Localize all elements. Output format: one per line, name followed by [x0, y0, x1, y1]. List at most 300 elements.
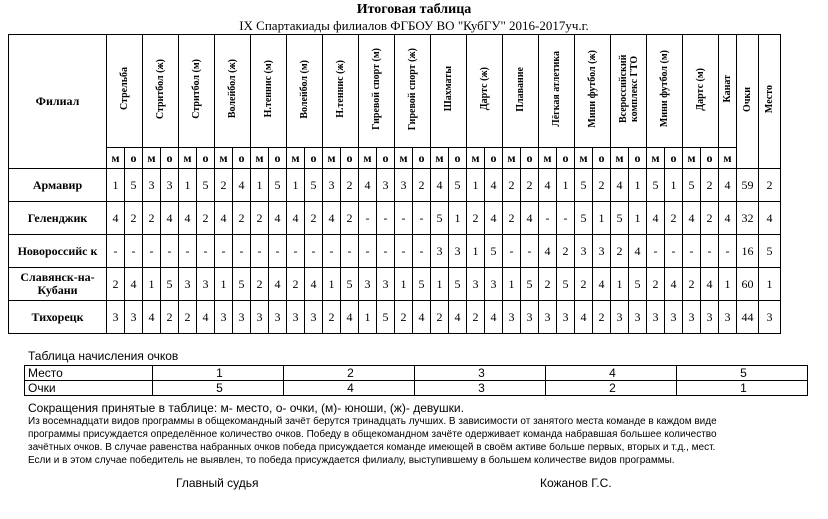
- sport-header: [467, 35, 503, 148]
- score-cell: 4: [341, 301, 359, 334]
- sport-header: [575, 35, 611, 148]
- score-cell: 4: [539, 235, 557, 268]
- total-points-cell: 59: [737, 169, 759, 202]
- score-cell: 2: [341, 202, 359, 235]
- place-subheader: м: [467, 148, 485, 169]
- sport-name: Стритбол (ж): [155, 58, 166, 120]
- points-table: [24, 365, 808, 396]
- sport-name: Шахматы: [443, 66, 454, 112]
- points-subheader: о: [233, 148, 251, 169]
- score-cell: 3: [233, 301, 251, 334]
- score-cell: 5: [413, 268, 431, 301]
- score-cell: 3: [575, 235, 593, 268]
- place-subheader: м: [143, 148, 161, 169]
- place-subheader: м: [359, 148, 377, 169]
- score-cell: -: [377, 202, 395, 235]
- points-subheader: о: [269, 148, 287, 169]
- sport-name: Мини футбол (ж): [587, 50, 598, 128]
- page-title: Итоговая таблица: [356, 2, 472, 17]
- score-cell: 4: [611, 169, 629, 202]
- score-cell: 1: [467, 169, 485, 202]
- place-header-label: Место: [764, 85, 775, 114]
- place-subheader: м: [251, 148, 269, 169]
- place-subheader: м: [719, 148, 737, 169]
- points-subheader: о: [197, 148, 215, 169]
- sport-name: Гиревой спорт (м): [371, 48, 382, 130]
- score-cell: 3: [485, 268, 503, 301]
- score-cell: -: [413, 235, 431, 268]
- score-cell: 2: [665, 202, 683, 235]
- score-cell: 1: [467, 235, 485, 268]
- score-cell: 4: [593, 268, 611, 301]
- sport-name: Канат: [722, 75, 733, 103]
- score-cell: 3: [467, 268, 485, 301]
- sport-header: [611, 35, 647, 148]
- abbreviations-note: Сокращения принятые в таблице: м- место, о- очки, (м)- юноши, (ж)- девушки.: [28, 401, 464, 415]
- score-cell: 1: [629, 202, 647, 235]
- place-value: 3: [415, 366, 546, 381]
- score-cell: 3: [305, 301, 323, 334]
- points-subheader: о: [377, 148, 395, 169]
- score-cell: -: [521, 235, 539, 268]
- score-cell: 3: [269, 301, 287, 334]
- score-cell: -: [503, 235, 521, 268]
- score-cell: 1: [287, 169, 305, 202]
- final-place-cell: 1: [759, 268, 781, 301]
- sport-header: [251, 35, 287, 148]
- score-cell: 1: [251, 169, 269, 202]
- score-cell: 5: [485, 235, 503, 268]
- score-cell: 5: [629, 268, 647, 301]
- table-row: [9, 202, 781, 235]
- score-cell: 4: [413, 301, 431, 334]
- score-cell: 4: [521, 202, 539, 235]
- score-cell: 2: [467, 301, 485, 334]
- points-subheader: о: [593, 148, 611, 169]
- score-cell: 2: [593, 169, 611, 202]
- score-cell: 3: [701, 301, 719, 334]
- points-value: 5: [153, 381, 284, 396]
- score-cell: -: [413, 202, 431, 235]
- place-subheader: м: [503, 148, 521, 169]
- score-cell: 3: [107, 301, 125, 334]
- score-cell: -: [323, 235, 341, 268]
- score-cell: 2: [197, 202, 215, 235]
- judge-name: Кожанов Г.С.: [540, 476, 612, 490]
- points-subheader: о: [485, 148, 503, 169]
- points-subheader: о: [305, 148, 323, 169]
- notes: [28, 401, 818, 467]
- sport-name: Н.теннис (м): [263, 60, 274, 118]
- sport-name: Дартс (ж): [479, 67, 490, 111]
- score-cell: 3: [503, 301, 521, 334]
- place-subheader: м: [683, 148, 701, 169]
- score-cell: 4: [305, 268, 323, 301]
- sport-header: [143, 35, 179, 148]
- score-cell: -: [341, 235, 359, 268]
- score-cell: 5: [233, 268, 251, 301]
- score-cell: 4: [719, 169, 737, 202]
- place-subheader: м: [395, 148, 413, 169]
- score-cell: 3: [323, 169, 341, 202]
- score-cell: 3: [143, 169, 161, 202]
- score-cell: -: [719, 235, 737, 268]
- place-value: 4: [546, 366, 677, 381]
- score-cell: 5: [575, 169, 593, 202]
- score-cell: 5: [341, 268, 359, 301]
- header-row: [9, 35, 781, 148]
- score-cell: 2: [341, 169, 359, 202]
- branch-name: Новороссийс к: [9, 235, 107, 268]
- sport-header: [287, 35, 323, 148]
- score-cell: 1: [179, 169, 197, 202]
- score-cell: 2: [593, 301, 611, 334]
- table-row: [9, 268, 781, 301]
- sport-header: [359, 35, 395, 148]
- score-cell: 5: [611, 202, 629, 235]
- score-cell: 4: [269, 268, 287, 301]
- score-cell: -: [305, 235, 323, 268]
- score-cell: 1: [629, 169, 647, 202]
- points-subheader: о: [521, 148, 539, 169]
- score-cell: 4: [449, 301, 467, 334]
- points-subheader: о: [665, 148, 683, 169]
- score-cell: 3: [377, 169, 395, 202]
- score-cell: -: [197, 235, 215, 268]
- score-cell: 4: [485, 169, 503, 202]
- score-cell: 4: [143, 301, 161, 334]
- score-cell: 1: [395, 268, 413, 301]
- sport-header: [647, 35, 683, 148]
- branch-name: Славянск-на-Кубани: [9, 268, 107, 301]
- score-cell: 2: [647, 268, 665, 301]
- score-cell: 3: [593, 235, 611, 268]
- score-cell: 5: [305, 169, 323, 202]
- score-cell: 2: [701, 169, 719, 202]
- score-cell: -: [683, 235, 701, 268]
- place-subheader: м: [107, 148, 125, 169]
- sport-header: [719, 35, 737, 148]
- place-subheader: м: [215, 148, 233, 169]
- score-cell: -: [233, 235, 251, 268]
- score-cell: -: [251, 235, 269, 268]
- points-subheader: о: [701, 148, 719, 169]
- score-cell: -: [125, 235, 143, 268]
- score-cell: 3: [395, 169, 413, 202]
- sport-name: Н.теннис (ж): [335, 60, 346, 118]
- score-cell: -: [395, 235, 413, 268]
- points-header-label: Очки: [742, 87, 753, 112]
- subheader-row: [9, 148, 781, 169]
- score-cell: 1: [503, 268, 521, 301]
- score-cell: 3: [719, 301, 737, 334]
- score-cell: 2: [107, 268, 125, 301]
- score-cell: 4: [323, 202, 341, 235]
- points-header: [737, 35, 759, 169]
- score-cell: 3: [197, 268, 215, 301]
- score-cell: 2: [413, 169, 431, 202]
- sport-name: Гиревой спорт (ж): [407, 47, 418, 131]
- points-value: 2: [546, 381, 677, 396]
- table-row: [9, 169, 781, 202]
- sport-header: [503, 35, 539, 148]
- score-cell: -: [287, 235, 305, 268]
- place-subheader: м: [287, 148, 305, 169]
- score-cell: 2: [305, 202, 323, 235]
- score-cell: 2: [323, 301, 341, 334]
- table-row: [9, 301, 781, 334]
- sport-name: Мини футбол (м): [659, 50, 670, 128]
- rules-line: программы присуждается определённое количество очков. Победу в общекомандном зачёте одерживает команда набравшая большее количество: [28, 429, 717, 440]
- final-place-cell: 4: [759, 202, 781, 235]
- score-cell: 3: [125, 301, 143, 334]
- place-header: [759, 35, 781, 169]
- score-cell: 2: [233, 202, 251, 235]
- score-cell: -: [539, 202, 557, 235]
- final-place-cell: 5: [759, 235, 781, 268]
- score-cell: -: [647, 235, 665, 268]
- score-cell: 4: [233, 169, 251, 202]
- sport-name: Стрельба: [119, 67, 130, 111]
- score-cell: 3: [611, 301, 629, 334]
- sport-header: [107, 35, 143, 148]
- score-cell: 5: [647, 169, 665, 202]
- score-cell: 1: [449, 202, 467, 235]
- score-cell: -: [179, 235, 197, 268]
- score-cell: 1: [323, 268, 341, 301]
- score-cell: 5: [575, 202, 593, 235]
- score-cell: 3: [251, 301, 269, 334]
- score-cell: 4: [485, 202, 503, 235]
- score-cell: 3: [359, 268, 377, 301]
- points-subheader: о: [125, 148, 143, 169]
- place-subheader: м: [575, 148, 593, 169]
- score-cell: 3: [215, 301, 233, 334]
- score-cell: 3: [539, 301, 557, 334]
- results-table: [8, 34, 781, 334]
- score-cell: -: [665, 235, 683, 268]
- place-subheader: м: [647, 148, 665, 169]
- points-subheader: о: [413, 148, 431, 169]
- score-cell: 3: [647, 301, 665, 334]
- score-cell: 2: [503, 202, 521, 235]
- points-table-caption: Таблица начисления очков: [28, 349, 179, 363]
- score-cell: 5: [449, 169, 467, 202]
- place-subheader: м: [611, 148, 629, 169]
- score-cell: 3: [683, 301, 701, 334]
- sport-header: [395, 35, 431, 148]
- score-cell: 3: [377, 268, 395, 301]
- sport-name: Всероссийский комплекс ГТО: [617, 54, 640, 124]
- score-cell: 3: [287, 301, 305, 334]
- score-cell: 4: [269, 202, 287, 235]
- score-cell: 2: [539, 268, 557, 301]
- total-points-cell: 60: [737, 268, 759, 301]
- score-cell: 4: [647, 202, 665, 235]
- score-cell: 5: [521, 268, 539, 301]
- place-value: 5: [677, 366, 808, 381]
- score-cell: -: [557, 202, 575, 235]
- score-cell: -: [269, 235, 287, 268]
- score-cell: 3: [161, 169, 179, 202]
- score-cell: 2: [701, 202, 719, 235]
- total-points-cell: 16: [737, 235, 759, 268]
- points-subheader: о: [449, 148, 467, 169]
- place-value: 1: [153, 366, 284, 381]
- score-cell: 1: [665, 169, 683, 202]
- score-cell: 4: [485, 301, 503, 334]
- page-subtitle: IX Спартакиады филиалов ФГБОУ ВО "КубГУ" 2016-2017уч.г.: [239, 18, 589, 33]
- score-cell: 2: [683, 268, 701, 301]
- score-cell: 2: [395, 301, 413, 334]
- score-cell: 1: [359, 301, 377, 334]
- sport-name: Волейбол (ж): [227, 59, 238, 119]
- score-cell: 5: [431, 202, 449, 235]
- score-cell: 2: [215, 169, 233, 202]
- sport-header: [215, 35, 251, 148]
- branch-header: Филиал: [9, 35, 107, 169]
- score-cell: 1: [611, 268, 629, 301]
- table-row: [9, 235, 781, 268]
- score-cell: 2: [557, 235, 575, 268]
- points-subheader: о: [557, 148, 575, 169]
- score-cell: 4: [161, 202, 179, 235]
- score-cell: -: [701, 235, 719, 268]
- points-table-points-row: [25, 381, 808, 396]
- score-cell: 1: [719, 268, 737, 301]
- score-cell: 3: [665, 301, 683, 334]
- place-subheader: м: [539, 148, 557, 169]
- score-cell: 2: [575, 268, 593, 301]
- score-cell: 3: [629, 301, 647, 334]
- score-cell: 1: [557, 169, 575, 202]
- score-cell: 4: [575, 301, 593, 334]
- place-subheader: м: [179, 148, 197, 169]
- sport-name: Плавание: [515, 66, 526, 112]
- score-cell: 5: [125, 169, 143, 202]
- score-cell: -: [107, 235, 125, 268]
- score-cell: -: [359, 202, 377, 235]
- branch-name: Тихорецк: [9, 301, 107, 334]
- place-subheader: м: [323, 148, 341, 169]
- final-place-cell: 2: [759, 169, 781, 202]
- score-cell: 4: [359, 169, 377, 202]
- score-cell: 3: [521, 301, 539, 334]
- rules-line: Из восемнадцати видов программы в общекомандный зачёт берутся тринадцать лучших. В зависимости от занятого места команде в каждом виде: [28, 416, 717, 427]
- points-subheader: о: [629, 148, 647, 169]
- score-cell: -: [143, 235, 161, 268]
- score-cell: 2: [521, 169, 539, 202]
- score-cell: -: [359, 235, 377, 268]
- score-cell: 4: [539, 169, 557, 202]
- score-cell: 4: [665, 268, 683, 301]
- points-value: 3: [415, 381, 546, 396]
- score-cell: 4: [683, 202, 701, 235]
- score-cell: 3: [557, 301, 575, 334]
- points-label: Очки: [25, 381, 153, 396]
- score-cell: -: [161, 235, 179, 268]
- score-cell: 3: [449, 235, 467, 268]
- score-cell: 2: [431, 301, 449, 334]
- rules-line: зачётных очков. В случае равенства набранных очков победа присуждается команде имеющей в своём активе больше первых, вторых и т.д., мест.: [28, 442, 716, 453]
- rules-line: Если и в этом случае победитель не выявлен, то победа присуждается филиалу, выступившему в большем количестве видов программы.: [28, 455, 675, 466]
- score-cell: 2: [179, 301, 197, 334]
- points-value: 1: [677, 381, 808, 396]
- score-cell: 4: [107, 202, 125, 235]
- sport-name: Дартс (м): [695, 67, 706, 111]
- score-cell: 2: [251, 202, 269, 235]
- rules-note: [28, 415, 818, 467]
- branch-name: Геленджик: [9, 202, 107, 235]
- score-cell: 5: [197, 169, 215, 202]
- score-cell: 2: [125, 202, 143, 235]
- score-cell: 2: [467, 202, 485, 235]
- score-cell: 2: [503, 169, 521, 202]
- score-cell: 2: [611, 235, 629, 268]
- score-cell: 3: [179, 268, 197, 301]
- score-cell: 2: [143, 202, 161, 235]
- judge-label: Главный судья: [176, 476, 259, 490]
- sport-name: Лёгкая атлетика: [551, 51, 562, 127]
- final-place-cell: 3: [759, 301, 781, 334]
- sport-name: Волейбол (м): [299, 59, 310, 119]
- points-table-place-row: [25, 366, 808, 381]
- score-cell: 4: [701, 268, 719, 301]
- total-points-cell: 44: [737, 301, 759, 334]
- place-value: 2: [284, 366, 415, 381]
- place-label: Место: [25, 366, 153, 381]
- score-cell: -: [377, 235, 395, 268]
- sport-header: [179, 35, 215, 148]
- score-cell: 2: [161, 301, 179, 334]
- score-cell: 1: [593, 202, 611, 235]
- place-subheader: м: [431, 148, 449, 169]
- score-cell: 5: [161, 268, 179, 301]
- score-cell: 5: [557, 268, 575, 301]
- score-cell: -: [395, 202, 413, 235]
- points-subheader: о: [161, 148, 179, 169]
- score-cell: 1: [143, 268, 161, 301]
- score-cell: 4: [197, 301, 215, 334]
- score-cell: 4: [431, 169, 449, 202]
- score-cell: 5: [449, 268, 467, 301]
- score-cell: 5: [683, 169, 701, 202]
- score-cell: 4: [719, 202, 737, 235]
- sport-header: [323, 35, 359, 148]
- sport-header: [431, 35, 467, 148]
- sport-header: [539, 35, 575, 148]
- score-cell: 4: [629, 235, 647, 268]
- score-cell: 4: [287, 202, 305, 235]
- points-subheader: о: [341, 148, 359, 169]
- sport-name: Стритбол (м): [191, 59, 202, 119]
- score-cell: 1: [107, 169, 125, 202]
- score-cell: 1: [215, 268, 233, 301]
- score-cell: 5: [269, 169, 287, 202]
- score-cell: 5: [377, 301, 395, 334]
- sport-header: [683, 35, 719, 148]
- score-cell: -: [215, 235, 233, 268]
- score-cell: 3: [431, 235, 449, 268]
- score-cell: 4: [125, 268, 143, 301]
- branch-name: Армавир: [9, 169, 107, 202]
- score-cell: 2: [251, 268, 269, 301]
- score-cell: 1: [431, 268, 449, 301]
- score-cell: 2: [287, 268, 305, 301]
- total-points-cell: 32: [737, 202, 759, 235]
- points-value: 4: [284, 381, 415, 396]
- score-cell: 4: [215, 202, 233, 235]
